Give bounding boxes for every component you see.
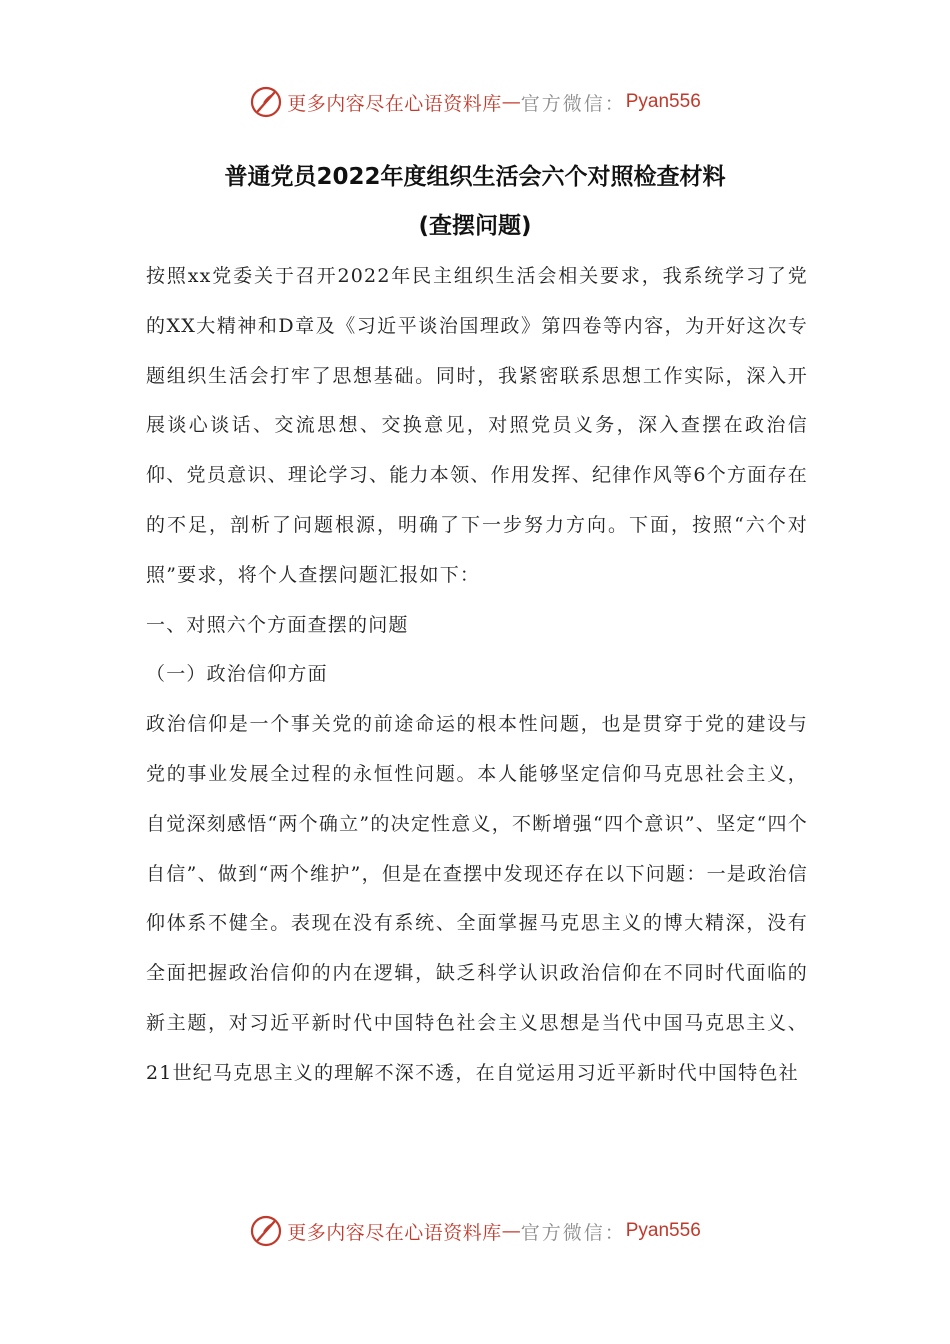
watermark-main-text: 更多内容尽在心语资料库 <box>287 1221 502 1244</box>
political-belief-paragraph: 政治信仰是一个事关党的前途命运的根本性问题，也是贯穿于党的建设与党的事业发展全过程的永恒性问题。本人能够坚定信仰马克思社会主义，自觉深刻感悟“两个确立”的决定性意义，不断增强“四个意识”、坚定“四个自信”、做到“两个维护”，但是在查摆中发现还存在以下问题：一是政治信仰体系不健全。表现在没有系统、全面掌握马克思主义的博大精深，没有全面把握政治信仰的内在逻辑，缺乏科学认识政治信仰在不同时代面临的新主题，对习近平新时代中国特色社会主义思想是当代中国马克思主义、21世纪马克思主义的理解不深不透，在自觉运用习近平新时代中国特色社 <box>146 713 808 1084</box>
watermark-official-label: 官方微信： <box>520 92 626 115</box>
watermark-separator: — <box>501 1220 521 1242</box>
watermark-separator: — <box>501 91 521 113</box>
subsection-heading: （一）政治信仰方面 <box>146 663 328 686</box>
watermark-official-label: 官方微信： <box>520 1221 626 1244</box>
watermark-banner-bottom <box>0 1211 950 1251</box>
watermark-main-text: 更多内容尽在心语资料库 <box>287 92 502 115</box>
section-heading: 一、对照六个方面查摆的问题 <box>146 613 409 636</box>
quill-logo-icon <box>249 1214 283 1248</box>
document-subtitle: (查摆问题) <box>418 213 532 239</box>
intro-paragraph: 按照xx党委关于召开2022年民主组织生活会相关要求，我系统学习了党的XX大精神和D章及《习近平谈治国理政》第四卷等内容，为开好这次专题组织生活会打牢了思想基础。同时，我紧密联系思想工作实际，深入开展谈心谈话、交流思想、交换意见，对照党员义务，深入查摆在政治信仰、党员意识、理论学习、能力本领、作用发挥、纪律作风等6个方面存在的不足，剖析了问题根源，明确了下一步努力方向。下面，按照“六个对照”要求，将个人查摆问题汇报如下： <box>146 265 808 586</box>
watermark-wechat-id: Pyan556 <box>625 1220 701 1241</box>
watermark-wechat-id: Pyan556 <box>625 91 701 112</box>
watermark-banner-top <box>0 82 950 122</box>
quill-logo-icon <box>249 85 283 119</box>
document-body <box>146 252 808 1099</box>
document-title: 普通党员2022年度组织生活会六个对照检查材料 <box>224 164 726 190</box>
